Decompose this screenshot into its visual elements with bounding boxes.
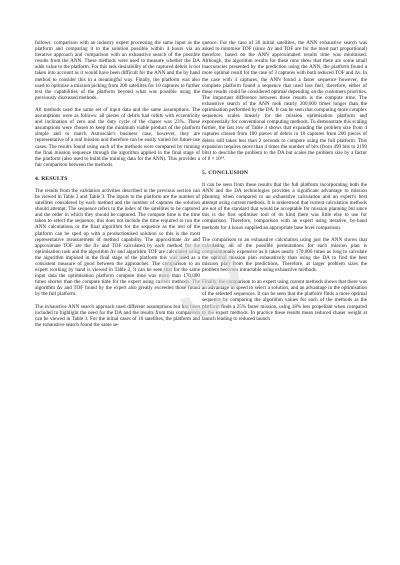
paragraph: It can be seen from these results that the full platform incorporating both the ANN and the DA technologies provides a significant advantage to mission planning when compared to an exhaustive calculation and an expert's best attempt using current methods. It is understood that current calculation methods are not of the standard that would be acceptable for mission planning but since this is the first optimiser tool of its kind there was little else to use for comparison. Therefore, comparison with an expert using iterative, by-hand methods for 4 hours supplied an appropriate base level comparison. bbox=[202, 181, 367, 231]
paragraph: The results from the validation activities described in the previous section can be viewed in Table 2 and Table 3. The inputs to the platform are the number of satellites considered by each method and the number of captures the solution should attempt. The sequence refers to the index of the satellites to be captured and the order in which they should be captured. The compute time is the time taken to select the sequence, this does not include the time required to run the ANN calculations or the final algorithm for the sequence as the rest of the platform can be sped up with a productionised solution so this is the most representative measurement of method capability. The approximate Δv and approximate TOF are the Δv and TOF calculated by each method for the optimisation task and the algorithm Δv and algorithm TOF are calculated using the algorithm imposed in the final stage of the platform this was used as a consistent measure of good between the approaches. The comparison to an expert working by hand is viewed in Table 2, it can be seen that for the same input data the optimisation platform compute time was more than 170,000 times shorter than the compute time for the expert using current methods. The algorithm Δv and TOF found by the expert also greatly exceeded those found by the full platform. bbox=[35, 187, 200, 298]
left-column bbox=[35, 40, 200, 334]
paragraph: All methods used the same set of input data and the same assumptions. The assumptions were as follows: all pieces of debris had orbits with eccentricity and inclination of zero and the duty cycle of the chaser was 23%. These assumptions were chosen to keep the minimum viable product of the platform simple and to match Astroscale's business case, however, they are representative of a real mission and therefore can be easily varied for future use cases. The results found using each of the methods were compared by running the final mission sequence through the algorithm applied in the final stage of the platform (also used to build the training data for the ANN). This provides a fair comparison between the methods. bbox=[35, 106, 200, 168]
paragraph: Finally, the comparison to an expert using current methods shows that there was an advantage in speed to select a solution, and an advantage in the optimisation of the selected sequences. It can be seen that the platform finds a more optimal sequence by comparing the algorithm values for each of the methods as the platform finds a 25% faster mission, using 18% less propellant when compared to the expert methods. In practice these results mean reduced chaser weight at launch leading to reduced launch bbox=[202, 279, 367, 322]
paragraph: The comparison to an exhaustive calculation using just the ANN shows that calculating all of the possible permutations for each mission plan is computationally expensive as it takes nearly 170,000 times as long to calculate the optimal mission plan exhaustively than using the DA to find the best mission plan from the predictions. Therefore, at larger problem sizes the problem becomes intractable using exhaustive methods. bbox=[202, 236, 367, 274]
paragraph: quence. For the case of 20 initial satellites, the ANN exhaustive search was asked to minimise TOF (since Δv and TOF are for the most part proportional) therefore, based on the ANN approximated results time was minimised. Although, the algorithm results for these runs show that there are some small inaccuracies presented by the prediction using the ANN, the platform found a more optimal result for the case of 3 captures with both reduced TOF and Δv. In the case with 4 captures, the ANN found a faster sequence however, the complete platform found a sequence that used less fuel, therefore, either of these results could be considered optimal depending on the customers priorities. The important difference between these results is the compute time. The exhaustive search of the ANN took nearly 200,000 times longer than the optimisation performed by the DA. It can be seen that computing more complex sequences scales linearly for the mission optimisation platform and exponentially for conventional computing methods. To demonstrate this scaling further, the last row of Table 3 shows that expanding the problem size from 4 captures chosen from 100 pieces of debris to 10 captures from 200 pieces of debris still takes less than 2 seconds to compute using the full platform. This expansion requires more than 4 times the number of bits (from 499 bits to 2199 bits) to describe the problem to the DA but scales the problem size by a factor of 8 × 10¹⁴. bbox=[202, 40, 367, 162]
section-heading-conclusion: 5. CONCLUSION bbox=[202, 169, 249, 176]
paragraph: follows: comparison with an industry expert processing the same input as the platform and comparing it to the solution possible within 4 hours via an iterative approach and comparison with an exhaustive search of the possible results from the ANN. These methods were used to measure whether the DA adds value to the platform. For this task desirability of the captured debris is not taken into account as it would have been difficult for the ANN and the by hand method to consider this in a meaningful way. Finally, the platform was also used to optimise a mission picking from 200 satellites for 10 captures to further test the capabilities of the platform beyond what was possible using the previously discussed methods. bbox=[35, 40, 200, 101]
paragraph: The exhaustive ANN search approach used different assumptions but has been included to highlight the need for the DA and the results from this comparison can be viewed in Table 3. For the initial cases of 10 satellites, the platform and the exhaustive search found the same se- bbox=[35, 303, 200, 328]
section-heading-results: 4. RESULTS bbox=[35, 175, 68, 182]
right-column bbox=[202, 40, 367, 328]
